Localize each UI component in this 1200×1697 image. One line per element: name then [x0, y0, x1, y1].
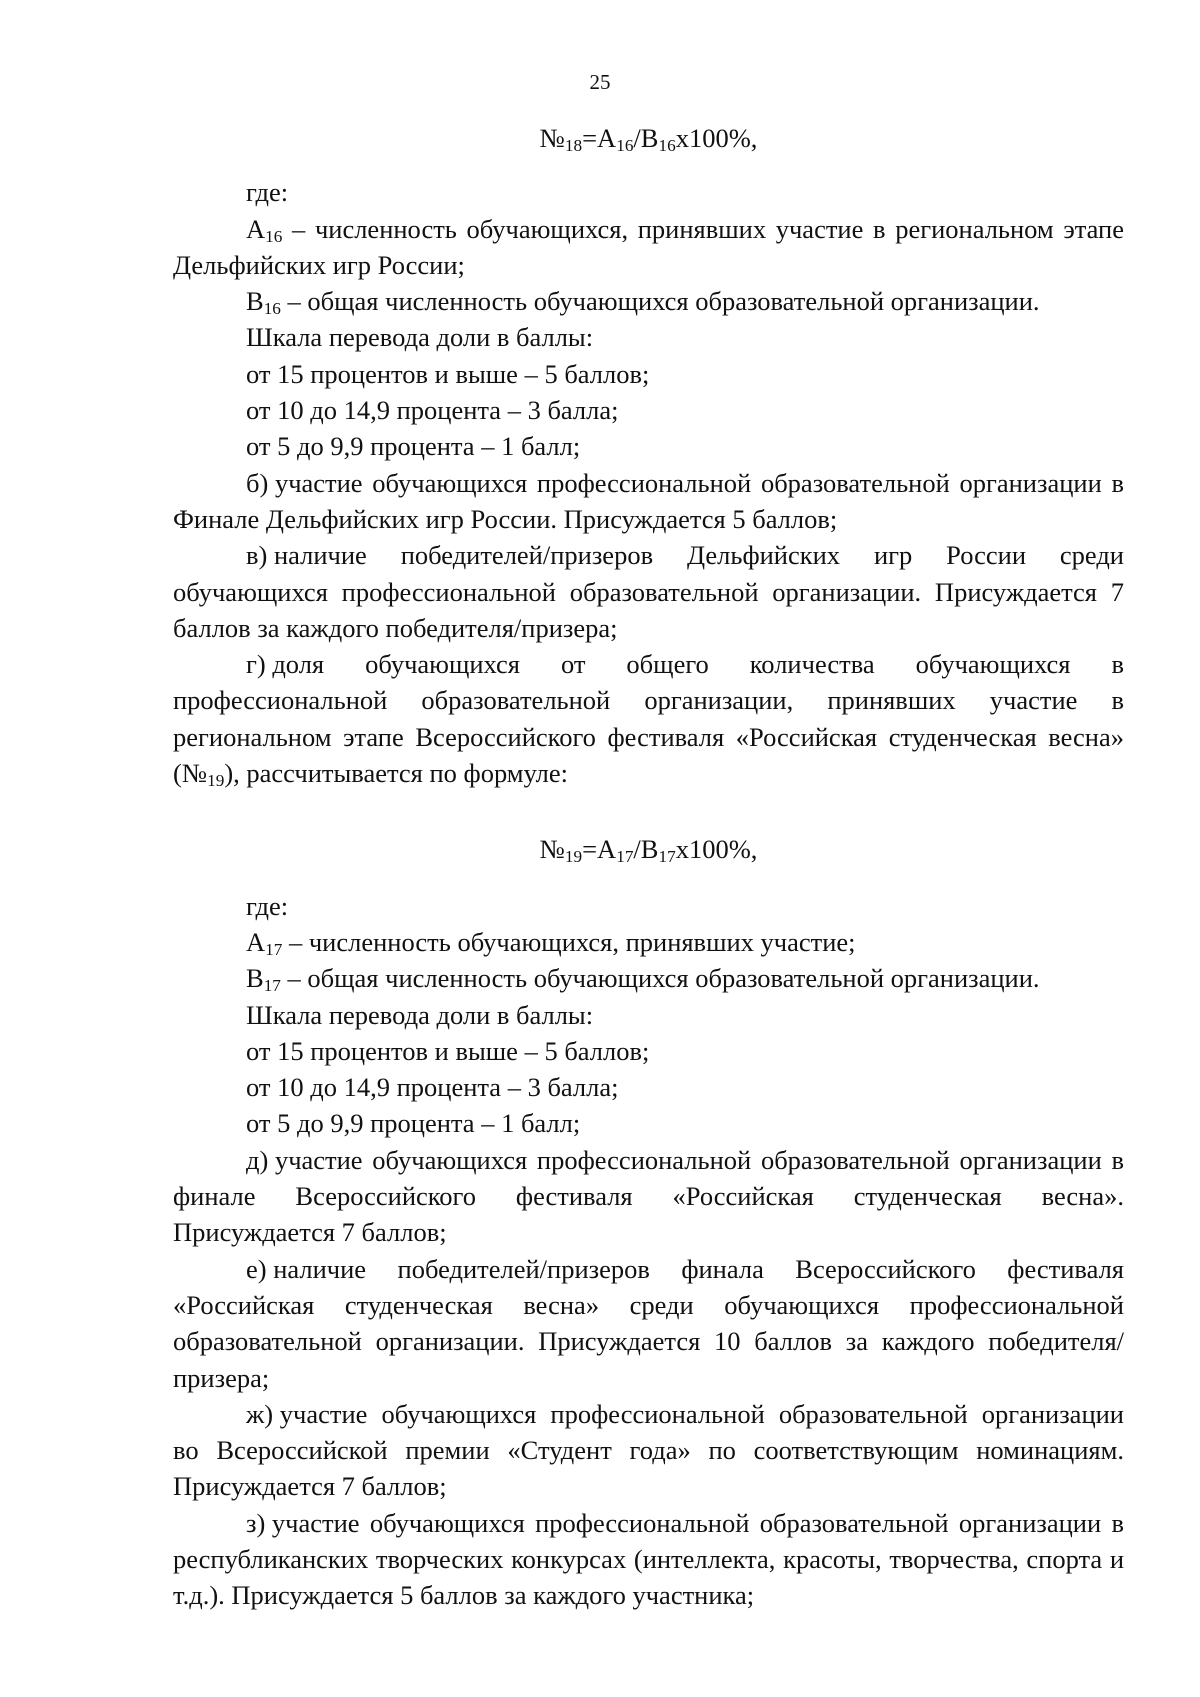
definition-a17: $A_{17}$ – численность обучающихся, принявших участие; — [246, 926, 856, 959]
definition-a16: $A_{16}$ – численность обучающихся, принявших участие в региональном этапе Дельфийских игр России; — [173, 213, 1124, 280]
definition-b16: $B_{16}$ – общая численность обучающихся образовательной организации. — [246, 286, 1040, 318]
formula-no19: $№_{19}=A_{17}/B_{17}x100\%$, — [539, 834, 758, 867]
page-number: 25 — [589, 70, 611, 94]
list-item-b: б) участие обучающихся профессиональной образовательной организации в Финале Дельфийских игр России. Присуждается 5 баллов; — [173, 467, 1124, 534]
scale-item: от 5 до 9,9 процента – 1 балл; — [246, 1108, 581, 1139]
formula-no18: $№_{18}=A_{16}/B_{16}x100\%$, — [539, 123, 758, 155]
scale-item: от 5 до 9,9 процента – 1 балл; — [246, 431, 581, 462]
scale-item: от 10 до 14,9 процента – 3 балла; — [246, 395, 619, 426]
scale-item: от 15 процентов и выше – 5 баллов; — [246, 358, 650, 389]
list-item-e: е) наличие победителей/призеров финала Всероссийского фестиваля «Российская студенческая весна» среди обучающихся профессиональной образовательной организации. Присуждается 10 баллов за каждого победителя/призера; — [173, 1253, 1124, 1393]
scale-title: Шкала перевода доли в баллы: — [246, 999, 594, 1030]
where-label: где: — [246, 890, 289, 921]
scale-item: от 10 до 14,9 процента – 3 балла; — [246, 1072, 619, 1103]
list-item-v: в) наличие победителей/призеров Дельфийских игр России среди обучающихся профессиональной образовательной организации. Присуждается 7 баллов за каждого победителя/призера; — [173, 540, 1124, 643]
list-item-d: д) участие обучающихся профессиональной образовательной организации в финале Всероссийского фестиваля «Российская студенческая весна». Присуждается 7 баллов; — [173, 1144, 1124, 1248]
list-item-z: з) участие обучающихся профессиональной образовательной организации в республиканских творческих конкурсах (интеллекта, красоты, творчества, спорта и т.д.). Присуждается 5 баллов за каждого участника; — [173, 1507, 1124, 1611]
where-label: где: — [246, 177, 289, 208]
scale-item: от 15 процентов и выше – 5 баллов; — [246, 1035, 650, 1066]
list-item-zh: ж) участие обучающихся профессиональной образовательной организации во Всероссийской премии «Студент года» по соответствующим номинациям. Присуждается 7 баллов; — [173, 1398, 1124, 1502]
scale-title: Шкала перевода доли в баллы: — [246, 322, 594, 353]
list-item-g: г) доля обучающихся от общего количества обучающихся в профессиональной образовательной организации, принявших участие в региональном этапе Всероссийского фестиваля «Российская студенческая весна» $(№_{19})$, рассчитывается по формуле: — [173, 649, 1124, 790]
document-body — [173, 120, 1124, 1614]
definition-b17: $B_{17}$ – общая численность обучающихся образовательной организации. — [246, 963, 1040, 996]
